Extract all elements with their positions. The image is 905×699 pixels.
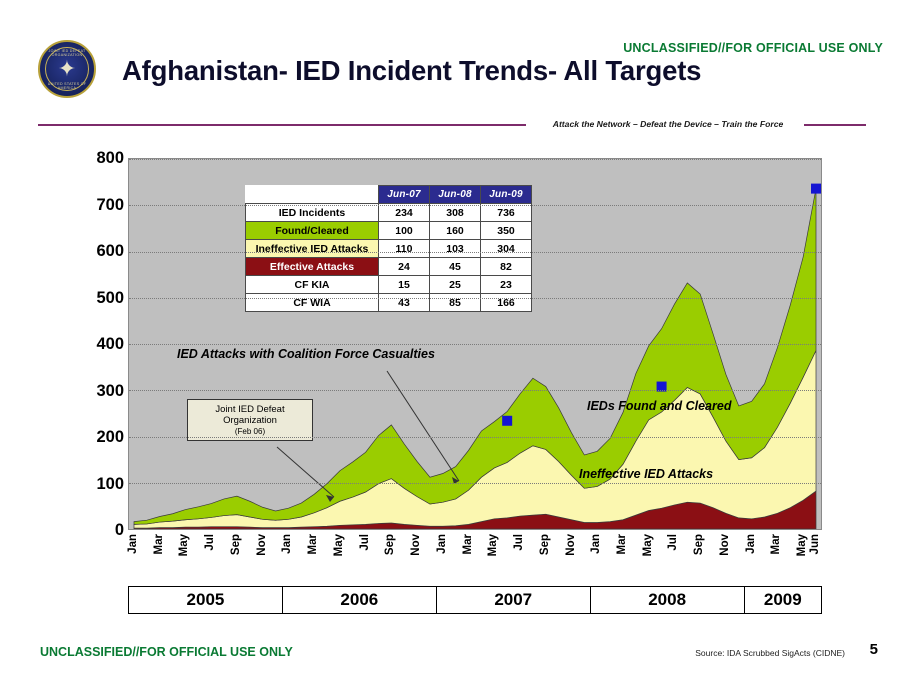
table-cell: 24 — [379, 258, 430, 276]
classification-banner-top: UNCLASSIFIED//FOR OFFICIAL USE ONLY — [623, 41, 883, 55]
x-tick-label: Sep — [693, 534, 706, 556]
divider-right-rule — [804, 124, 866, 126]
table-cell: 350 — [481, 222, 532, 240]
y-tick-0: 0 — [114, 521, 124, 539]
table-cell: 304 — [481, 240, 532, 258]
x-tick-label: Mar — [615, 534, 628, 555]
header-divider — [38, 119, 866, 131]
gridline-400 — [129, 344, 821, 346]
callout-line-1: Joint IED Defeat — [215, 404, 285, 415]
x-tick-label: Mar — [307, 534, 320, 555]
x-tick-label: Jan — [127, 534, 139, 554]
year-axis — [128, 586, 822, 614]
table-row-label: CF WIA — [246, 294, 379, 312]
year-box-2005: 2005 — [129, 587, 283, 613]
table-corner — [246, 186, 379, 204]
y-tick-800: 800 — [96, 149, 124, 167]
table-cell: 110 — [379, 240, 430, 258]
callout-line-3: (Feb 06) — [234, 426, 266, 436]
x-tick-label: May — [332, 534, 345, 557]
table-row — [246, 240, 532, 258]
table-cell: 160 — [430, 222, 481, 240]
x-tick-label: Jan — [435, 534, 448, 554]
x-tick-label: Nov — [564, 534, 577, 556]
jieddo-seal-icon — [38, 40, 96, 98]
annotation-found-cleared: IEDs Found and Cleared — [587, 399, 732, 413]
table-cell: 736 — [481, 204, 532, 222]
data-point-marker — [811, 184, 821, 194]
leader-line-callout — [277, 447, 334, 497]
gridline-500 — [129, 298, 821, 300]
annotation-casualties: IED Attacks with Coalition Force Casualties — [177, 347, 435, 361]
x-tick-label: May — [641, 534, 654, 557]
table-col-header: Jun-08 — [430, 186, 481, 204]
summary-table — [245, 185, 532, 312]
table-cell: 15 — [379, 276, 430, 294]
gridline-600 — [129, 252, 821, 254]
year-box-2009: 2009 — [763, 590, 802, 609]
table-row — [246, 222, 532, 240]
table-row — [246, 258, 532, 276]
table-row — [246, 294, 532, 312]
table-row-label: CF KIA — [246, 276, 379, 294]
y-axis-tick-labels — [66, 149, 124, 539]
chart-area — [38, 146, 866, 616]
x-tick-label: Jul — [667, 534, 680, 551]
y-tick-500: 500 — [96, 288, 124, 307]
x-tick-label: Sep — [384, 534, 397, 556]
y-tick-700: 700 — [96, 195, 124, 214]
y-tick-600: 600 — [96, 242, 124, 260]
tagline: Attack the Network – Defeat the Device – Train the Force — [552, 119, 784, 129]
table-cell: 103 — [430, 240, 481, 258]
x-tick-label: Nov — [410, 534, 423, 556]
table-row — [246, 276, 532, 294]
x-tick-label: Sep — [538, 534, 551, 556]
table-cell: 85 — [430, 294, 481, 312]
compass-star-icon: ✦ — [57, 56, 77, 81]
x-tick-label: Mar — [770, 534, 783, 555]
x-tick-label: Jul — [358, 534, 371, 551]
gridline-100 — [129, 483, 821, 485]
page-number: 5 — [869, 641, 878, 658]
classification-banner-bottom: UNCLASSIFIED//FOR OFFICIAL USE ONLY — [40, 645, 293, 659]
seal-bottom-text: UNITED STATES OF AMERICA — [47, 82, 87, 90]
x-axis-tick-labels — [128, 534, 822, 586]
x-tick-label: Jan — [744, 534, 757, 554]
table-cell: 234 — [379, 204, 430, 222]
x-tick-label: Nov — [255, 534, 268, 556]
plot-region — [128, 158, 822, 530]
y-tick-200: 200 — [96, 428, 124, 446]
table-cell: 166 — [481, 294, 532, 312]
source-note: Source: IDA Scrubbed SigActs (CIDNE) — [695, 648, 845, 658]
table-cell: 82 — [481, 258, 532, 276]
year-box-2007: 2007 — [437, 587, 591, 613]
x-tick-label: Jan — [590, 534, 603, 554]
callout-line-2: Organization — [223, 415, 277, 427]
x-tick-label: May — [178, 534, 191, 557]
y-tick-400: 400 — [96, 335, 124, 353]
x-tick-label: Jun — [809, 534, 821, 555]
x-tick-label: Jul — [513, 534, 526, 551]
table-col-header: Jun-07 — [379, 186, 430, 204]
x-tick-label: Mar — [152, 534, 165, 555]
data-point-marker — [502, 416, 512, 426]
year-box-2006: 2006 — [283, 587, 437, 613]
callout-jieddo-established — [187, 399, 313, 441]
x-tick-label: May — [796, 534, 809, 557]
table-row-label: Effective Attacks — [246, 258, 379, 276]
table-cell: 308 — [430, 204, 481, 222]
x-tick-label: May — [487, 534, 500, 557]
table-cell: 100 — [379, 222, 430, 240]
x-tick-label: Jan — [281, 534, 294, 554]
table-cell: 25 — [430, 276, 481, 294]
table-cell: 43 — [379, 294, 430, 312]
y-tick-100: 100 — [96, 474, 124, 493]
annotation-ineffective: Ineffective IED Attacks — [579, 467, 714, 481]
year-box-2008: 2008 — [591, 587, 745, 613]
x-tick-label: Sep — [229, 534, 242, 556]
table-cell: 23 — [481, 276, 532, 294]
seal-top-text: JOINT IED DEFEAT ORGANIZATION — [48, 49, 86, 57]
table-row-label: Ineffective IED Attacks — [246, 240, 379, 258]
table-row-label: IED Incidents — [246, 204, 379, 222]
table-col-header: Jun-09 — [481, 186, 532, 204]
gridline-200 — [129, 437, 821, 439]
page-title: Afghanistan- IED Incident Trends- All Targets — [122, 55, 702, 86]
x-tick-label: Nov — [718, 534, 731, 556]
y-tick-300: 300 — [96, 381, 124, 400]
gridline-700 — [129, 205, 821, 207]
divider-left-rule — [38, 124, 526, 126]
gridline-300 — [129, 390, 821, 392]
table-row-label: Found/Cleared — [246, 222, 379, 240]
x-tick-label: Jul — [204, 534, 217, 551]
table-cell: 45 — [430, 258, 481, 276]
x-tick-label: Mar — [461, 534, 474, 555]
gridline-800 — [129, 159, 821, 161]
